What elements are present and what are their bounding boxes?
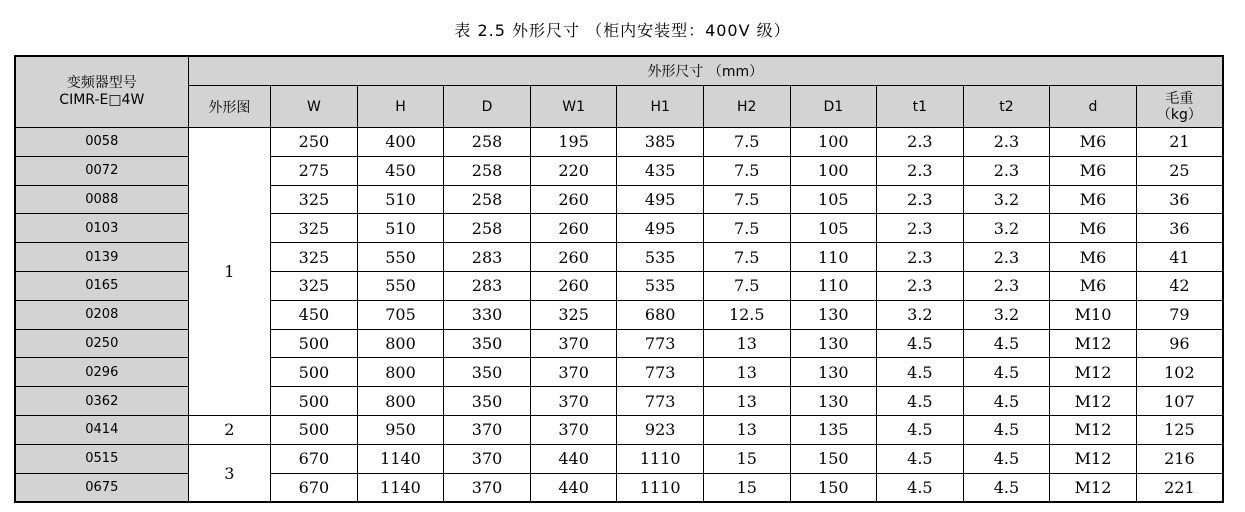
value-cell: 500 — [271, 387, 358, 416]
value-cell: 13 — [703, 387, 790, 416]
table-row — [15, 128, 1223, 157]
value-cell: 450 — [271, 300, 358, 329]
value-cell: 15 — [703, 473, 790, 502]
value-cell: M6 — [1050, 214, 1137, 243]
value-cell: 550 — [357, 271, 444, 300]
model-cell: 0165 — [15, 271, 188, 300]
value-cell: 670 — [271, 444, 358, 473]
value-cell: 260 — [530, 271, 617, 300]
value-cell: 680 — [617, 300, 704, 329]
value-cell: 7.5 — [703, 214, 790, 243]
value-cell: 450 — [357, 156, 444, 185]
value-cell: 500 — [271, 358, 358, 387]
value-cell: 535 — [617, 243, 704, 272]
value-cell: 510 — [357, 185, 444, 214]
value-cell: 135 — [790, 415, 877, 444]
value-cell: 4.5 — [963, 387, 1050, 416]
value-cell: 4.5 — [963, 444, 1050, 473]
value-cell: 3.2 — [963, 300, 1050, 329]
value-cell: 4.5 — [963, 473, 1050, 502]
value-cell: 150 — [790, 473, 877, 502]
model-header-line2: CIMR-E□4W — [59, 92, 145, 108]
dimension-group-header: 外形尺寸 （mm） — [188, 56, 1223, 86]
col-header-t2: t2 — [963, 86, 1050, 128]
value-cell: 1110 — [617, 444, 704, 473]
value-cell: 7.5 — [703, 128, 790, 157]
value-cell: 440 — [530, 473, 617, 502]
value-cell: 4.5 — [877, 473, 964, 502]
value-cell: 550 — [357, 243, 444, 272]
model-cell: 0058 — [15, 128, 188, 157]
value-cell: M10 — [1050, 300, 1137, 329]
value-cell: 4.5 — [877, 415, 964, 444]
value-cell: 2.3 — [877, 156, 964, 185]
value-cell: 350 — [444, 329, 531, 358]
model-cell: 0675 — [15, 473, 188, 502]
value-cell: 7.5 — [703, 156, 790, 185]
model-cell: 0250 — [15, 329, 188, 358]
value-cell: 773 — [617, 358, 704, 387]
value-cell: 495 — [617, 185, 704, 214]
value-cell: 195 — [530, 128, 617, 157]
value-cell: 7.5 — [703, 243, 790, 272]
value-cell: 258 — [444, 214, 531, 243]
value-cell: 370 — [530, 358, 617, 387]
value-cell: 130 — [790, 300, 877, 329]
value-cell: 500 — [271, 329, 358, 358]
value-cell: 385 — [617, 128, 704, 157]
value-cell: 670 — [271, 473, 358, 502]
value-cell: 2.3 — [877, 271, 964, 300]
value-cell: 96 — [1136, 329, 1223, 358]
value-cell: 435 — [617, 156, 704, 185]
value-cell: M12 — [1050, 473, 1137, 502]
value-cell: 4.5 — [963, 358, 1050, 387]
value-cell: 102 — [1136, 358, 1223, 387]
value-cell: 4.5 — [877, 358, 964, 387]
value-cell: 150 — [790, 444, 877, 473]
table-row — [15, 415, 1223, 444]
col-header-h: H — [357, 86, 444, 128]
value-cell: 4.5 — [877, 329, 964, 358]
value-cell: 350 — [444, 358, 531, 387]
value-cell: 125 — [1136, 415, 1223, 444]
model-cell: 0103 — [15, 214, 188, 243]
value-cell: 260 — [530, 185, 617, 214]
value-cell: M6 — [1050, 271, 1137, 300]
value-cell: 258 — [444, 128, 531, 157]
col-header-d: D — [444, 86, 531, 128]
value-cell: 105 — [790, 185, 877, 214]
value-cell: 110 — [790, 271, 877, 300]
value-cell: 2.3 — [877, 185, 964, 214]
value-cell: 495 — [617, 214, 704, 243]
col-header-d1: D1 — [790, 86, 877, 128]
table-body — [15, 128, 1223, 503]
value-cell: 3.2 — [877, 300, 964, 329]
value-cell: M12 — [1050, 387, 1137, 416]
table-caption: 表 2.5 外形尺寸 （柜内安装型：400V 级） — [454, 21, 791, 40]
value-cell: 400 — [357, 128, 444, 157]
value-cell: 4.5 — [963, 329, 1050, 358]
value-cell: 325 — [271, 243, 358, 272]
value-cell: 12.5 — [703, 300, 790, 329]
value-cell: 36 — [1136, 185, 1223, 214]
model-cell: 0088 — [15, 185, 188, 214]
weight-header-line2: （kg） — [1156, 106, 1202, 123]
value-cell: M6 — [1050, 156, 1137, 185]
value-cell: 923 — [617, 415, 704, 444]
value-cell: 216 — [1136, 444, 1223, 473]
col-header-w: W — [271, 86, 358, 128]
value-cell: 2.3 — [877, 128, 964, 157]
value-cell: 325 — [271, 271, 358, 300]
value-cell: 440 — [530, 444, 617, 473]
value-cell: 105 — [790, 214, 877, 243]
value-cell: 110 — [790, 243, 877, 272]
value-cell: 705 — [357, 300, 444, 329]
value-cell: 7.5 — [703, 185, 790, 214]
col-header-bolt-d: d — [1050, 86, 1137, 128]
model-cell: 0139 — [15, 243, 188, 272]
value-cell: M6 — [1050, 243, 1137, 272]
value-cell: M6 — [1050, 128, 1137, 157]
weight-header-line1: 毛重 — [1165, 90, 1194, 107]
value-cell: 258 — [444, 156, 531, 185]
col-header-t1: t1 — [877, 86, 964, 128]
value-cell: M12 — [1050, 444, 1137, 473]
value-cell: 130 — [790, 387, 877, 416]
value-cell: 2.3 — [877, 214, 964, 243]
value-cell: 275 — [271, 156, 358, 185]
table-row — [15, 444, 1223, 473]
model-header-line1: 变频器型号 — [66, 75, 137, 91]
shape-header: 外形图 — [188, 86, 271, 128]
value-cell: 250 — [271, 128, 358, 157]
model-header — [15, 56, 188, 128]
value-cell: 2.3 — [963, 128, 1050, 157]
value-cell: 325 — [530, 300, 617, 329]
col-header-h2: H2 — [703, 86, 790, 128]
value-cell: 4.5 — [963, 415, 1050, 444]
value-cell: 370 — [530, 387, 617, 416]
value-cell: 370 — [530, 329, 617, 358]
value-cell: 25 — [1136, 156, 1223, 185]
value-cell: 773 — [617, 329, 704, 358]
model-cell: 0414 — [15, 415, 188, 444]
value-cell: M12 — [1050, 415, 1137, 444]
value-cell: 258 — [444, 185, 531, 214]
value-cell: 350 — [444, 387, 531, 416]
value-cell: 800 — [357, 387, 444, 416]
value-cell: 220 — [530, 156, 617, 185]
model-cell: 0362 — [15, 387, 188, 416]
value-cell: 107 — [1136, 387, 1223, 416]
value-cell: 100 — [790, 128, 877, 157]
value-cell: 325 — [271, 185, 358, 214]
value-cell: M12 — [1050, 329, 1137, 358]
value-cell: 1140 — [357, 444, 444, 473]
value-cell: 800 — [357, 358, 444, 387]
value-cell: M12 — [1050, 358, 1137, 387]
value-cell: 13 — [703, 358, 790, 387]
value-cell: 4.5 — [877, 387, 964, 416]
value-cell: 500 — [271, 415, 358, 444]
value-cell: 773 — [617, 387, 704, 416]
col-header-w1: W1 — [530, 86, 617, 128]
value-cell: 7.5 — [703, 271, 790, 300]
value-cell: 2.3 — [877, 243, 964, 272]
value-cell: 130 — [790, 358, 877, 387]
weight-header — [1136, 86, 1223, 128]
model-cell: 0208 — [15, 300, 188, 329]
value-cell: 13 — [703, 329, 790, 358]
value-cell: 13 — [703, 415, 790, 444]
value-cell: 370 — [530, 415, 617, 444]
value-cell: 21 — [1136, 128, 1223, 157]
value-cell: 800 — [357, 329, 444, 358]
value-cell: 15 — [703, 444, 790, 473]
value-cell: 510 — [357, 214, 444, 243]
dimensions-table — [14, 55, 1224, 503]
value-cell: 42 — [1136, 271, 1223, 300]
value-cell: 3.2 — [963, 214, 1050, 243]
value-cell: 370 — [444, 473, 531, 502]
value-cell: 260 — [530, 214, 617, 243]
shape-cell: 3 — [188, 444, 271, 502]
col-header-h1: H1 — [617, 86, 704, 128]
value-cell: 370 — [444, 415, 531, 444]
model-cell: 0515 — [15, 444, 188, 473]
value-cell: 1110 — [617, 473, 704, 502]
value-cell: 130 — [790, 329, 877, 358]
model-cell: 0072 — [15, 156, 188, 185]
value-cell: 36 — [1136, 214, 1223, 243]
value-cell: 950 — [357, 415, 444, 444]
value-cell: 535 — [617, 271, 704, 300]
value-cell: 2.3 — [963, 156, 1050, 185]
value-cell: 325 — [271, 214, 358, 243]
value-cell: 79 — [1136, 300, 1223, 329]
shape-cell: 1 — [188, 128, 271, 416]
value-cell: 100 — [790, 156, 877, 185]
value-cell: M6 — [1050, 185, 1137, 214]
value-cell: 3.2 — [963, 185, 1050, 214]
value-cell: 283 — [444, 243, 531, 272]
value-cell: 41 — [1136, 243, 1223, 272]
shape-cell: 2 — [188, 415, 271, 444]
value-cell: 4.5 — [877, 444, 964, 473]
value-cell: 2.3 — [963, 243, 1050, 272]
value-cell: 1140 — [357, 473, 444, 502]
value-cell: 370 — [444, 444, 531, 473]
value-cell: 260 — [530, 243, 617, 272]
value-cell: 330 — [444, 300, 531, 329]
model-cell: 0296 — [15, 358, 188, 387]
value-cell: 221 — [1136, 473, 1223, 502]
value-cell: 2.3 — [963, 271, 1050, 300]
value-cell: 283 — [444, 271, 531, 300]
